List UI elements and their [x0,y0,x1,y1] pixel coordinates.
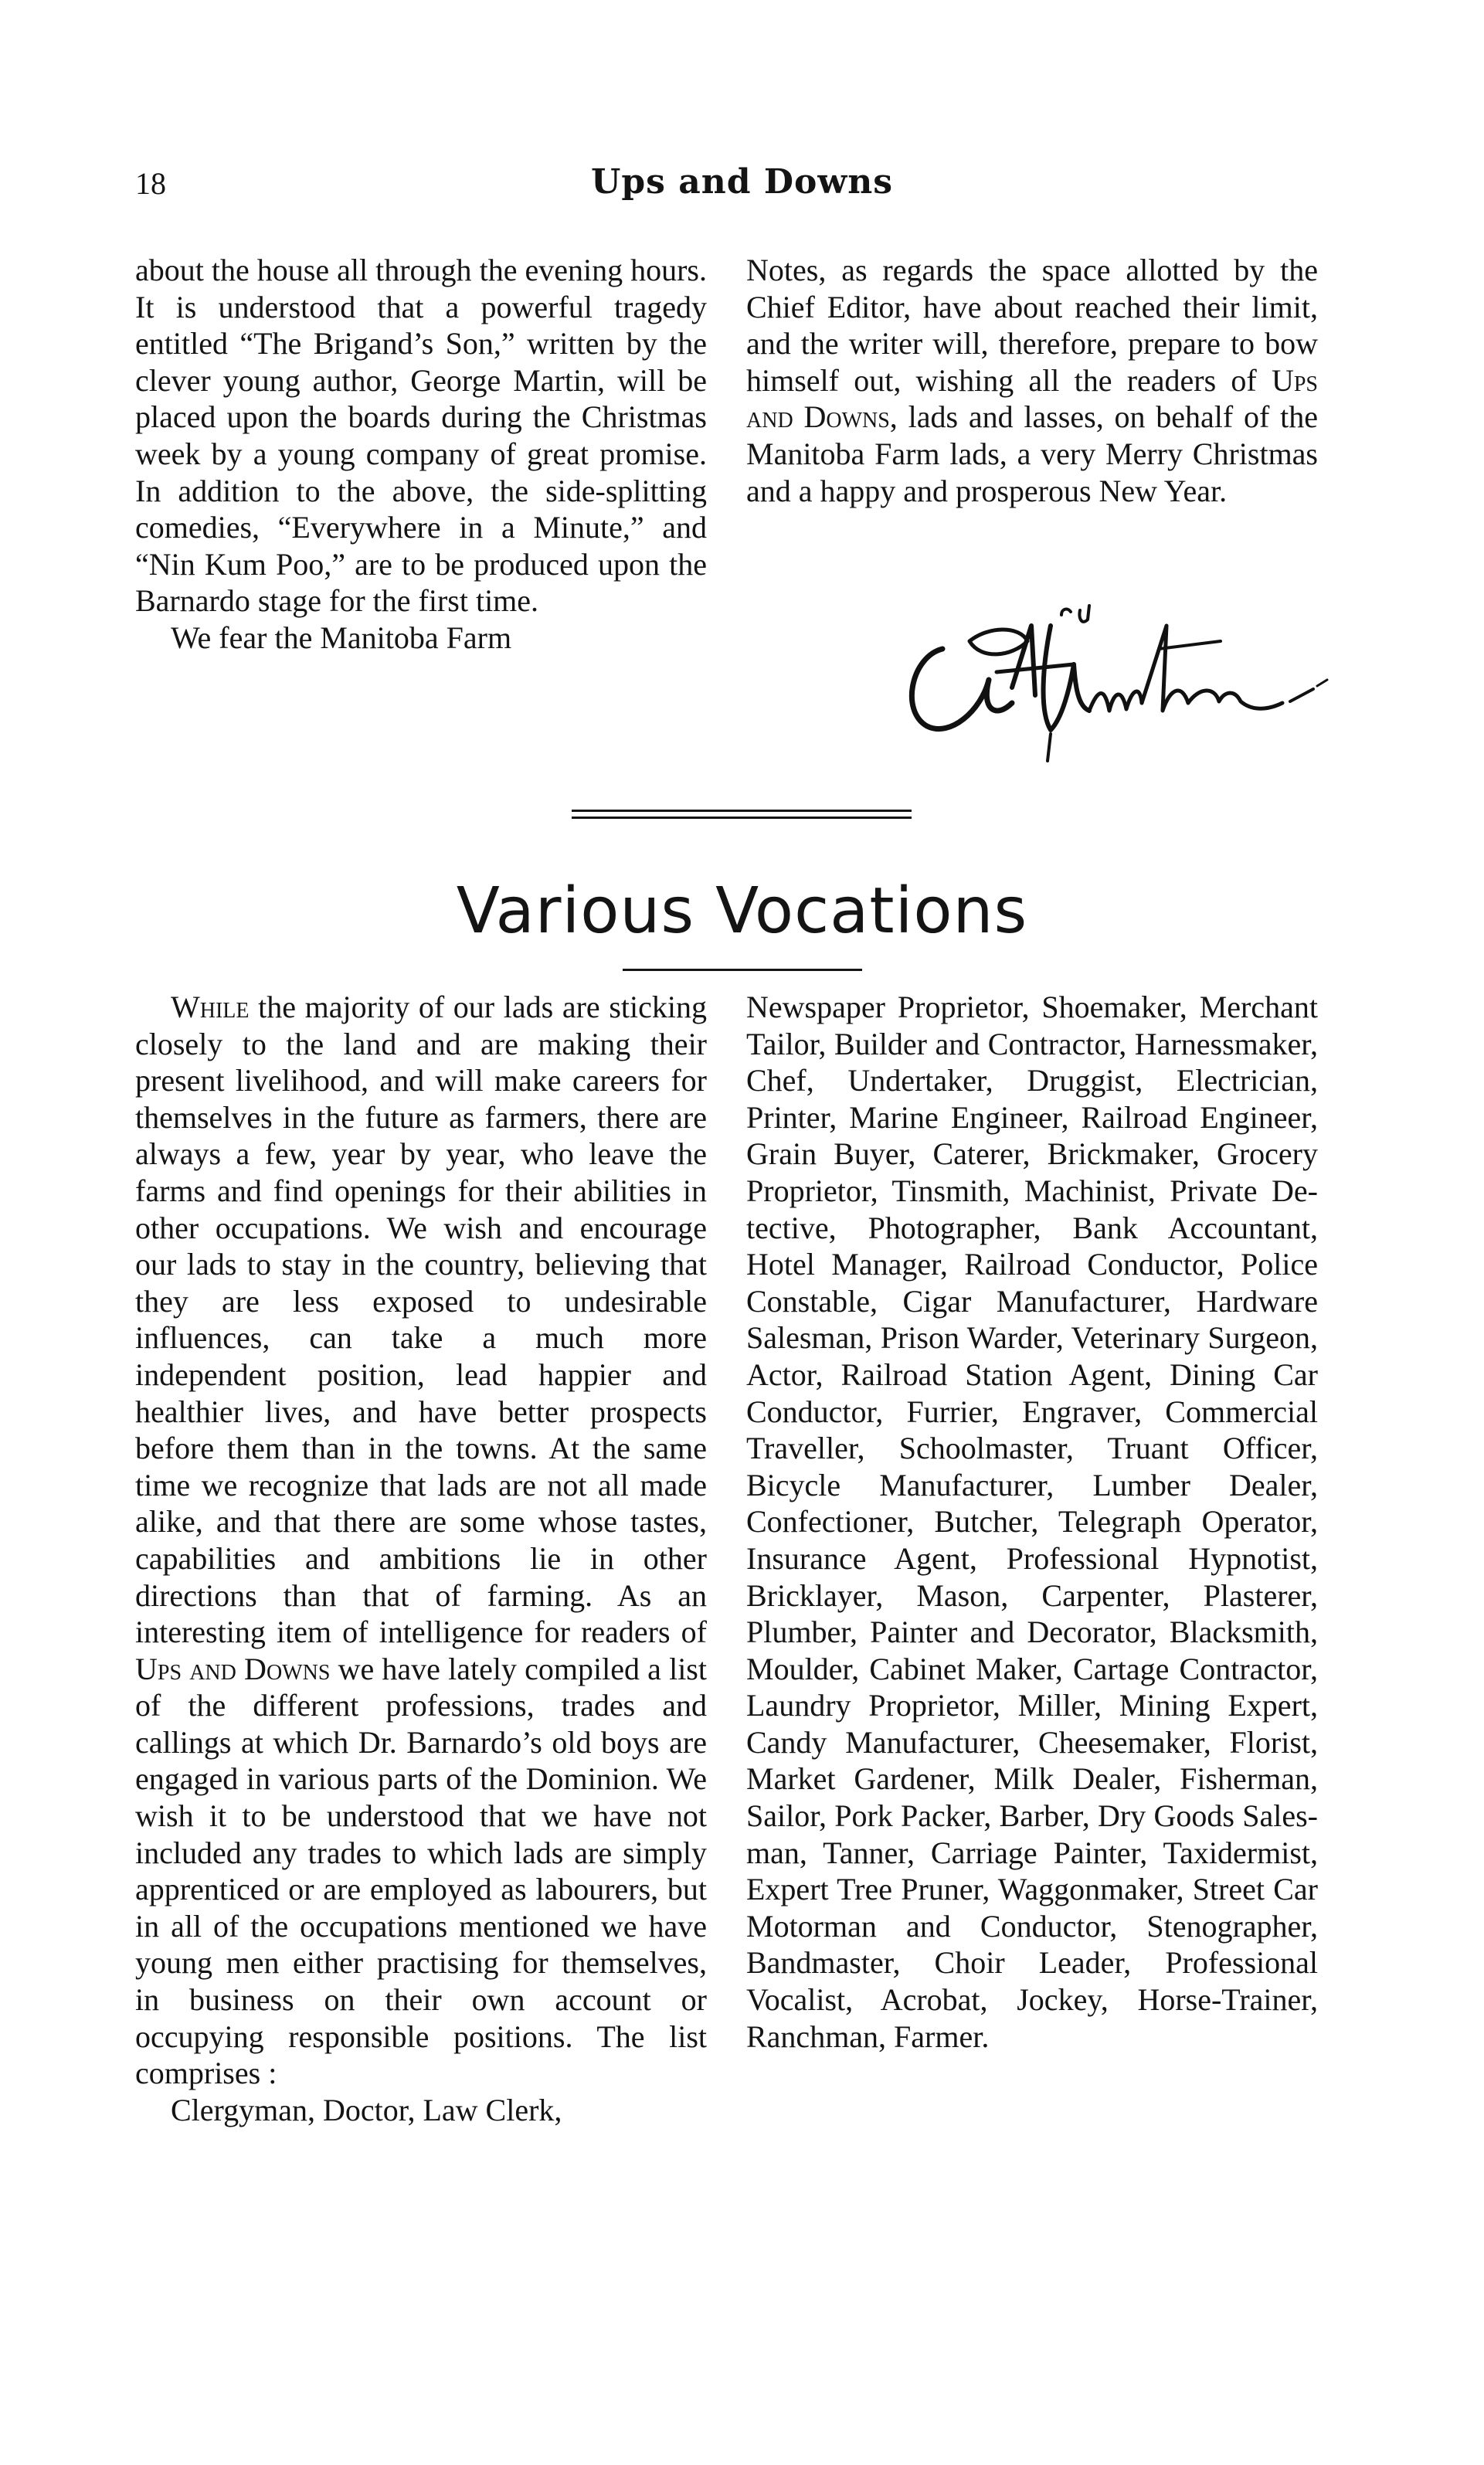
vocations-left-column [135,989,707,2128]
paragraph [135,989,707,2092]
magazine-name: Ups and Downs [746,362,1318,435]
paragraph: about the house all through the evening hours. It is understood that a powerful tragedy entitled “The Brigand’s Son,” written by the clever young author, George Martin, will be placed upon the boards during the Christmas week by a young company of great promise. In addition to the above, the side-splitting comedies, “Everywhere in a Minute,” and “Nin Kum Poo,” are to be produced upon the Barnardo stage for the first time. [135,253,707,619]
section-title: Various Vocations [456,874,1028,948]
lead-word: While [171,990,250,1024]
text-run: we have lately compiled a list of the different professions, trades and callings at which Dr. Barnardo’s old boys are engaged in various parts of the Dominion. We wish it to be understood that we have not included any trades to which lads are simply apprenticed or are employed as labourers, but in all of the occupations mentioned we have young men either practising for themselves, in business on their own account or occupying responsible positions. The list comprises : [135,1651,707,2091]
paragraph: We fear the Manitoba Farm [171,620,512,655]
page-number: 18 [135,166,166,201]
top-right-column [746,252,1318,509]
paragraph [746,252,1318,509]
text-run: the majority of our lads are sticking closely to the land and are making their present livelihood, and will make careers for themselves in the future as farmers, there are always a few, year by year, who leave the farms and find openings for their abilities in other occupations. We wish and encourage our lads to stay in the country, believing that they are less exposed to undesirable influences, can take a much more independent position, lead happier and healthier lives, and have better prospects before them than in the towns. At the same time we recognize that lads are not all made alike, and that there are some whose tastes, capabilities and ambitions lie in other directions than that of farming. As an interesting item of intelligence for readers of [135,990,707,1650]
signature-image [896,595,1329,772]
page-header [0,162,1484,212]
paragraph: Newspaper Proprietor, Shoemaker, Merchant Tailor, Builder and Contractor, Harnessmaker, Chef, Undertaker, Druggist, Electrician, Printer, Marine Engineer, Railroad Engineer, Grain Buyer, Caterer, Brickmaker, Grocery Proprietor, Tinsmith, Machinist, Private Detective, Photographer, Bank Accountant, Hotel Manager, Railroad Conductor, Police Constable, Cigar Manufacturer, Hardware Salesman, Prison Warder, Veterinary Surgeon, Actor, Railroad Station Agent, Dining Car Conductor, Furrier, Engraver, Commercial Traveller, Schoolmaster, Truant Officer, Bicycle Manufacturer, Lumber Dealer, Confectioner, Butcher, Telegraph Operator, Insurance Agent, Professional Hypnotist, Bricklayer, Mason, Carpenter, Plasterer, Plumber, Painter and Decorator, Blacksmith, Moulder, Cabinet Maker, Cartage Contractor, Laundry Proprietor, Miller, Mining Expert, Candy Manufacturer, Cheesemaker, Florist, Market Gardener, Milk Dealer, Fisherman, Sailor, Pork Packer, Barber, Dry Goods Salesman, Tanner, Carriage Painter, Taxidermist, Expert Tree Pruner, Waggonmaker, Street Car Motorman and Conductor, Stenographer, Bandmaster, Choir Leader, Professional Vocalist, Acrobat, Jockey, Horse-Trainer, Ranchman, Farmer. [746,990,1318,2054]
running-title: Ups and Downs [591,162,893,202]
top-left-column [135,252,707,657]
magazine-name: Ups and Downs [135,1651,331,1686]
text-run: Notes, as regards the space allotted by the Chief Editor, have about reached their limit, and the writer will, therefore, prepare to bow himself out, wishing all the readers of [746,253,1318,398]
vocations-right-column [746,989,1318,2055]
paragraph: Clergyman, Doctor, Law Clerk, [171,2092,562,2127]
text-run: , lads and lasses, on behalf of the Manitoba Farm lads, a very Merry Christmas and a happy and prosperous New Year. [746,399,1318,508]
section-divider-double [572,810,912,819]
title-underline [623,969,862,971]
